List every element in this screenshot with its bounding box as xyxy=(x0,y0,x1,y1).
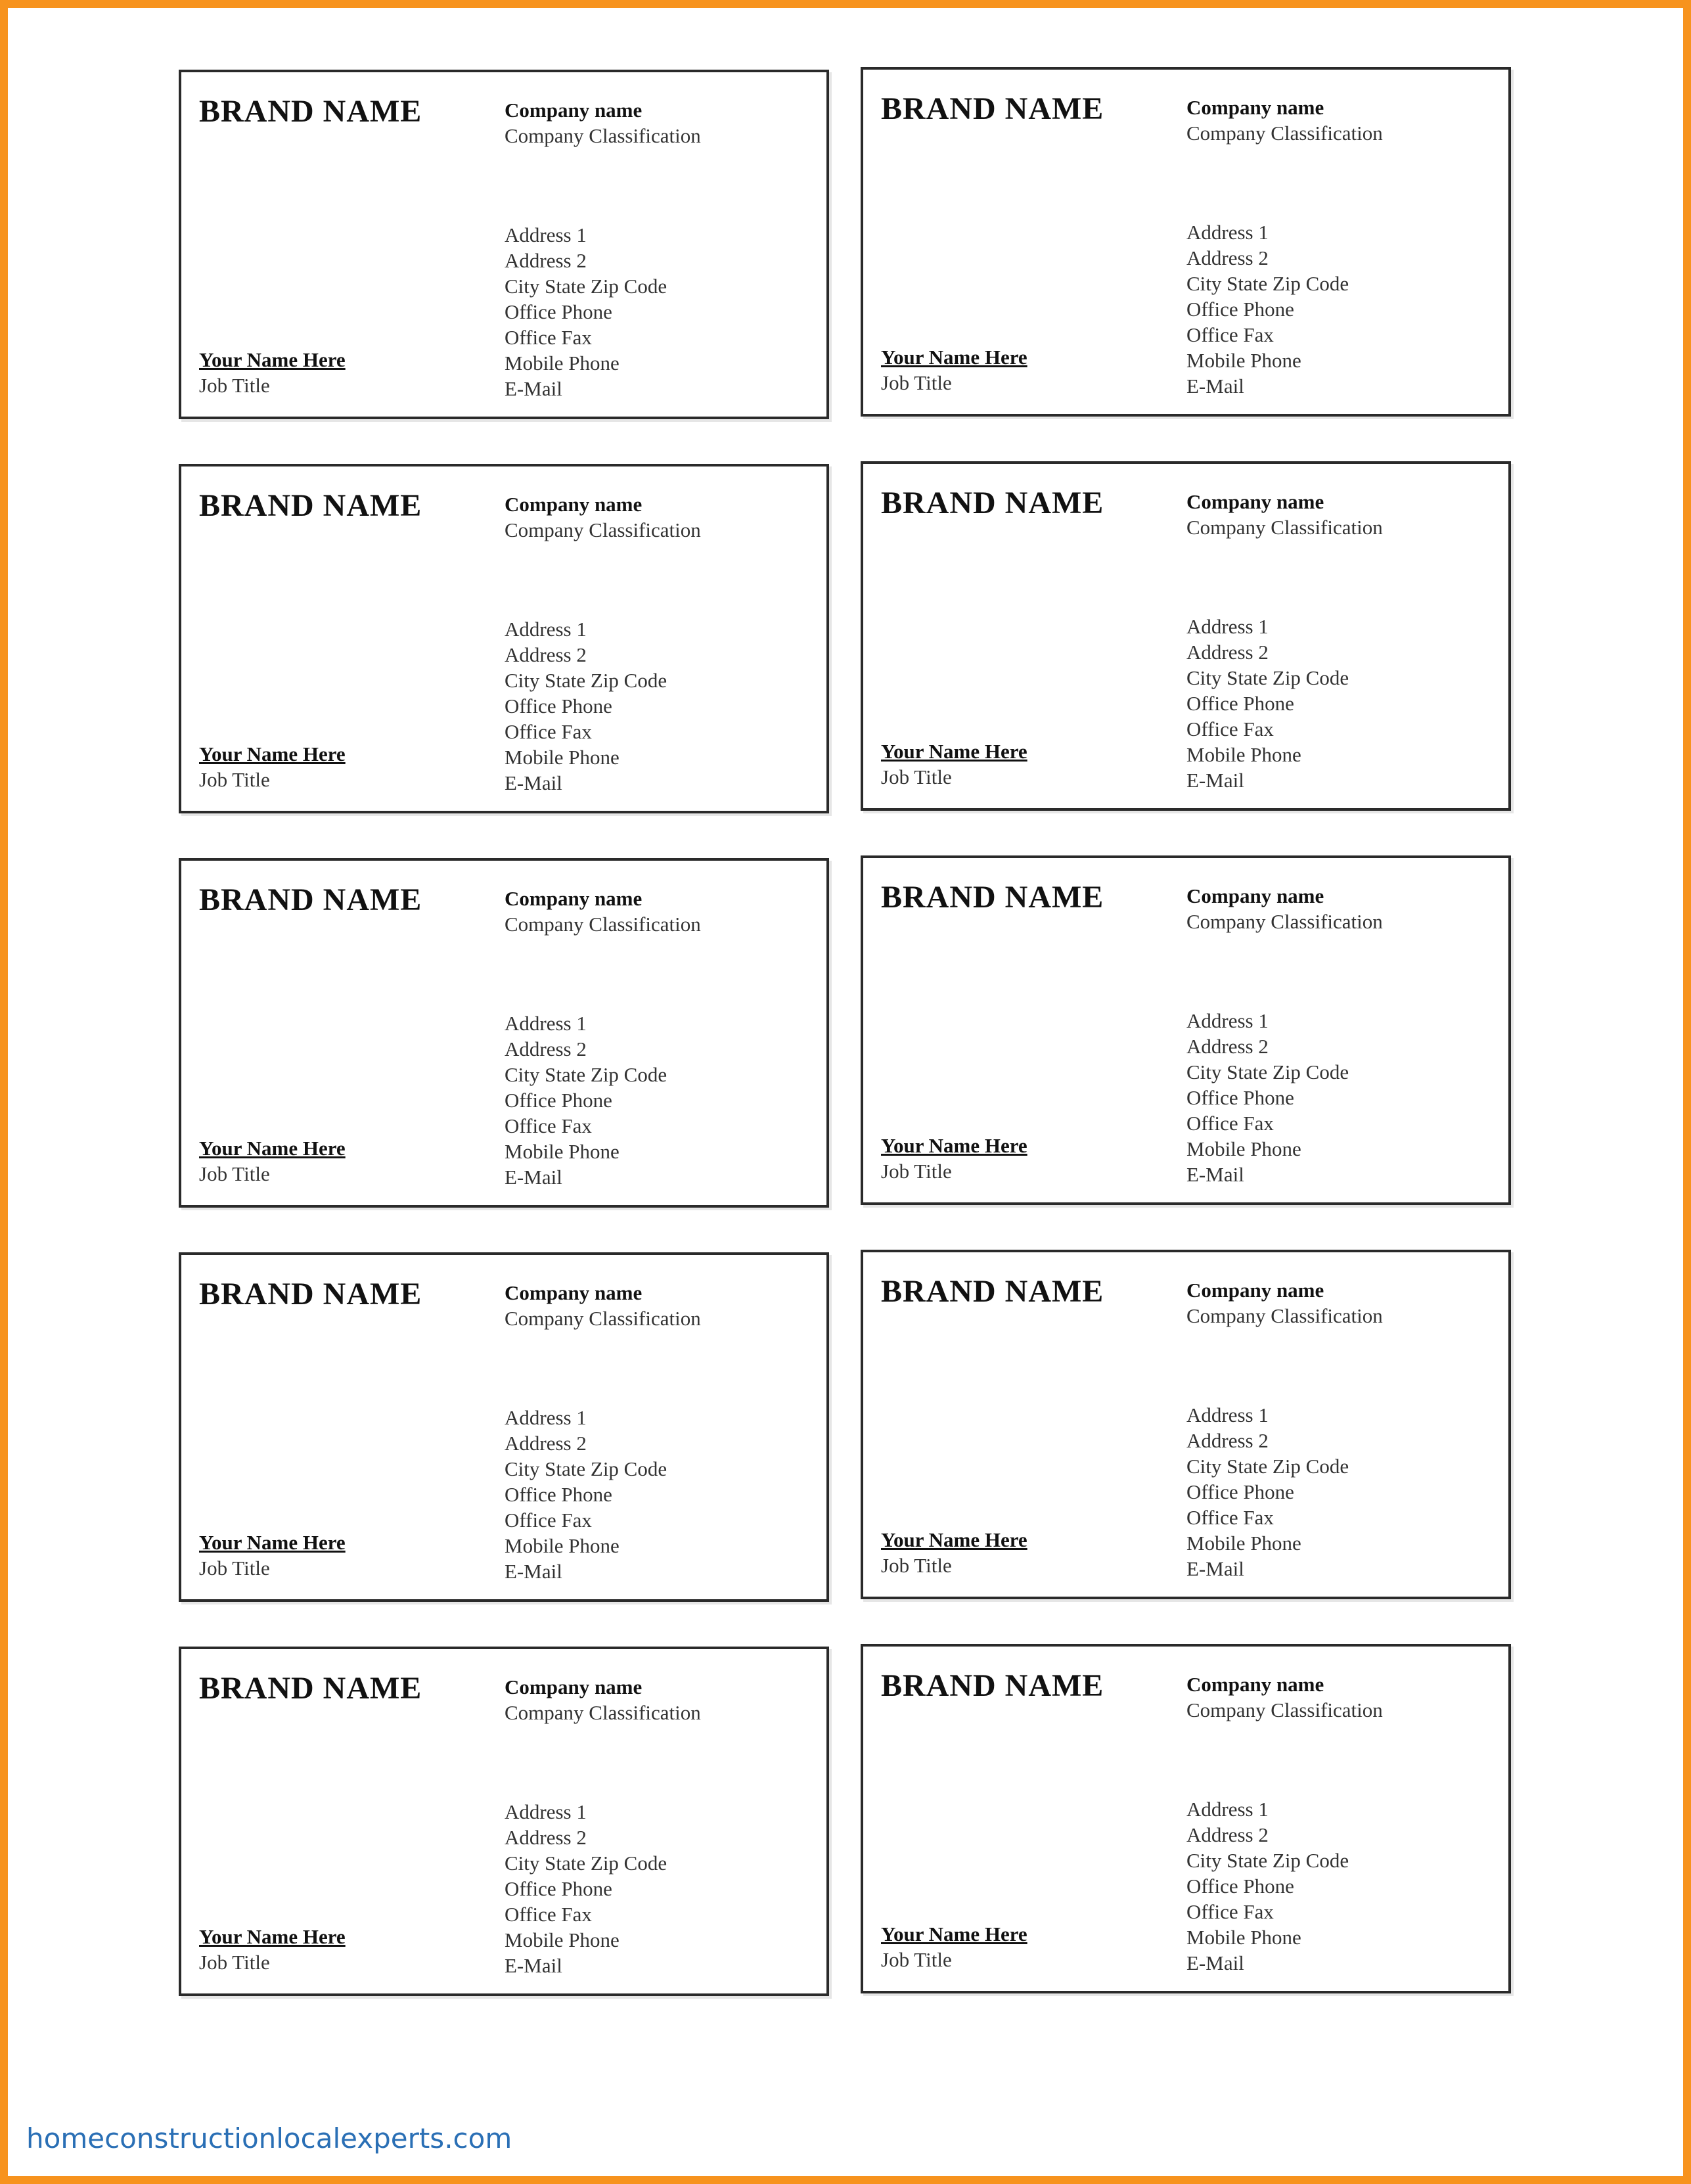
contact-line: Office Phone xyxy=(505,1483,612,1506)
company-name: Company name xyxy=(1186,490,1324,513)
job-title: Job Title xyxy=(199,1557,270,1580)
contact-line: E-Mail xyxy=(1186,1163,1244,1186)
person-block xyxy=(199,1924,346,1975)
brand-name: BRAND NAME xyxy=(881,880,1104,915)
contact-line: City State Zip Code xyxy=(1186,272,1349,295)
contact-line: Address 2 xyxy=(505,1037,587,1060)
person-block xyxy=(881,1921,1027,1972)
contact-line: City State Zip Code xyxy=(1186,1455,1349,1478)
contact-line: City State Zip Code xyxy=(505,275,667,298)
person-name: Your Name Here xyxy=(881,1134,1027,1157)
job-title: Job Title xyxy=(199,768,270,791)
contact-details xyxy=(1186,1008,1349,1187)
contact-details xyxy=(1186,1796,1349,1976)
contact-details xyxy=(505,616,667,796)
contact-line: Office Fax xyxy=(505,1114,592,1137)
company-name: Company name xyxy=(505,99,643,122)
brand-name: BRAND NAME xyxy=(881,1274,1104,1309)
person-block xyxy=(881,1133,1027,1184)
contact-line: Address 1 xyxy=(1186,221,1269,244)
brand-name: BRAND NAME xyxy=(881,486,1104,520)
contact-line: Office Fax xyxy=(505,326,592,349)
company-classification: Company Classification xyxy=(1186,1698,1383,1721)
contact-line: Address 1 xyxy=(505,1012,587,1035)
contact-line: Address 1 xyxy=(505,1800,587,1823)
contact-line: Office Phone xyxy=(1186,298,1294,321)
person-block xyxy=(881,344,1027,396)
contact-line: Office Phone xyxy=(1186,1086,1294,1109)
contact-line: Address 1 xyxy=(505,618,587,641)
company-block xyxy=(505,886,701,937)
person-name: Your Name Here xyxy=(199,1925,346,1948)
person-block xyxy=(199,347,346,398)
contact-line: Address 1 xyxy=(1186,1403,1269,1426)
person-name: Your Name Here xyxy=(881,1922,1027,1945)
company-name: Company name xyxy=(505,493,643,516)
business-card xyxy=(179,1647,829,1996)
job-title: Job Title xyxy=(199,374,270,397)
brand-name: BRAND NAME xyxy=(881,1668,1104,1703)
contact-line: E-Mail xyxy=(1186,1951,1244,1974)
company-block xyxy=(1186,95,1383,146)
company-block xyxy=(1186,1672,1383,1723)
contact-line: City State Zip Code xyxy=(505,1457,667,1480)
company-classification: Company Classification xyxy=(1186,516,1383,539)
company-classification: Company Classification xyxy=(1186,1304,1383,1327)
business-card xyxy=(861,855,1511,1205)
contact-line: Address 1 xyxy=(1186,615,1269,638)
contact-line: E-Mail xyxy=(505,1954,562,1977)
person-block xyxy=(199,1135,346,1187)
business-card xyxy=(179,464,829,813)
contact-line: E-Mail xyxy=(1186,375,1244,398)
contact-line: City State Zip Code xyxy=(505,1852,667,1875)
business-card xyxy=(179,858,829,1208)
job-title: Job Title xyxy=(881,371,952,394)
contact-line: Office Fax xyxy=(505,1509,592,1532)
company-block xyxy=(505,1280,701,1331)
business-card xyxy=(861,67,1511,417)
company-name: Company name xyxy=(1186,884,1324,907)
company-block xyxy=(1186,489,1383,540)
contact-line: Office Fax xyxy=(505,1903,592,1926)
contact-line: Office Fax xyxy=(505,720,592,743)
contact-line: E-Mail xyxy=(505,377,562,400)
contact-line: City State Zip Code xyxy=(505,669,667,692)
contact-line: City State Zip Code xyxy=(1186,666,1349,689)
brand-name: BRAND NAME xyxy=(199,1277,422,1311)
contact-details xyxy=(1186,219,1349,399)
job-title: Job Title xyxy=(881,1948,952,1971)
brand-name: BRAND NAME xyxy=(199,488,422,523)
contact-line: Office Fax xyxy=(1186,323,1274,346)
business-card xyxy=(179,70,829,419)
person-name: Your Name Here xyxy=(199,1531,346,1554)
company-classification: Company Classification xyxy=(1186,122,1383,145)
brand-name: BRAND NAME xyxy=(881,91,1104,126)
contact-line: Office Phone xyxy=(1186,692,1294,715)
person-block xyxy=(199,1530,346,1581)
person-name: Your Name Here xyxy=(199,742,346,765)
contact-line: Office Phone xyxy=(505,1877,612,1900)
person-name: Your Name Here xyxy=(199,1137,346,1160)
company-name: Company name xyxy=(1186,1279,1324,1302)
contact-line: Address 1 xyxy=(505,223,587,246)
person-block xyxy=(881,739,1027,790)
contact-line: Address 1 xyxy=(505,1406,587,1429)
contact-details xyxy=(1186,1402,1349,1581)
contact-line: Office Fax xyxy=(1186,1900,1274,1923)
person-block xyxy=(199,741,346,792)
contact-line: Address 2 xyxy=(1186,246,1269,269)
contact-details xyxy=(1186,614,1349,793)
contact-line: Mobile Phone xyxy=(505,746,620,769)
contact-line: Mobile Phone xyxy=(1186,1926,1301,1949)
contact-line: Office Phone xyxy=(1186,1480,1294,1503)
contact-details xyxy=(505,1799,667,1978)
brand-name: BRAND NAME xyxy=(199,1671,422,1706)
contact-line: Office Phone xyxy=(1186,1875,1294,1898)
contact-line: Office Phone xyxy=(505,694,612,717)
contact-line: Office Phone xyxy=(505,300,612,323)
person-block xyxy=(881,1527,1027,1578)
contact-details xyxy=(505,222,667,401)
contact-line: Office Fax xyxy=(1186,717,1274,740)
contact-line: Address 2 xyxy=(1186,641,1269,664)
contact-line: Mobile Phone xyxy=(505,1534,620,1557)
contact-line: Address 2 xyxy=(1186,1035,1269,1058)
company-block xyxy=(505,491,701,543)
business-card xyxy=(861,461,1511,811)
contact-line: Mobile Phone xyxy=(1186,1532,1301,1555)
person-name: Your Name Here xyxy=(199,348,346,371)
business-card xyxy=(861,1250,1511,1599)
job-title: Job Title xyxy=(881,765,952,788)
company-block xyxy=(1186,1277,1383,1329)
contact-line: City State Zip Code xyxy=(505,1063,667,1086)
brand-name: BRAND NAME xyxy=(199,94,422,129)
contact-line: E-Mail xyxy=(1186,769,1244,792)
company-block xyxy=(505,97,701,148)
contact-line: E-Mail xyxy=(1186,1557,1244,1580)
person-name: Your Name Here xyxy=(881,740,1027,763)
company-block xyxy=(1186,883,1383,934)
contact-line: Address 2 xyxy=(1186,1823,1269,1846)
company-classification: Company Classification xyxy=(505,518,701,541)
contact-line: Address 2 xyxy=(505,643,587,666)
contact-line: City State Zip Code xyxy=(1186,1849,1349,1872)
company-name: Company name xyxy=(1186,96,1324,119)
company-name: Company name xyxy=(505,1281,643,1304)
contact-line: Office Fax xyxy=(1186,1112,1274,1135)
company-name: Company name xyxy=(1186,1673,1324,1696)
contact-line: Mobile Phone xyxy=(505,352,620,375)
job-title: Job Title xyxy=(199,1951,270,1974)
company-block xyxy=(505,1674,701,1725)
contact-details xyxy=(505,1011,667,1190)
job-title: Job Title xyxy=(881,1554,952,1577)
job-title: Job Title xyxy=(199,1162,270,1185)
contact-line: E-Mail xyxy=(505,1560,562,1583)
contact-line: Mobile Phone xyxy=(1186,743,1301,766)
contact-line: Address 2 xyxy=(505,1826,587,1849)
contact-line: Address 1 xyxy=(1186,1798,1269,1821)
company-name: Company name xyxy=(505,1675,643,1698)
person-name: Your Name Here xyxy=(881,346,1027,369)
company-classification: Company Classification xyxy=(505,124,701,147)
contact-line: City State Zip Code xyxy=(1186,1060,1349,1083)
brand-name: BRAND NAME xyxy=(199,882,422,917)
company-classification: Company Classification xyxy=(1186,910,1383,933)
contact-line: E-Mail xyxy=(505,1166,562,1189)
contact-line: Mobile Phone xyxy=(505,1928,620,1951)
company-classification: Company Classification xyxy=(505,913,701,936)
person-name: Your Name Here xyxy=(881,1528,1027,1551)
contact-details xyxy=(505,1405,667,1584)
company-classification: Company Classification xyxy=(505,1701,701,1724)
contact-line: Mobile Phone xyxy=(1186,1137,1301,1160)
contact-line: Address 1 xyxy=(1186,1009,1269,1032)
company-name: Company name xyxy=(505,887,643,910)
contact-line: Mobile Phone xyxy=(505,1140,620,1163)
company-classification: Company Classification xyxy=(505,1307,701,1330)
contact-line: Address 2 xyxy=(1186,1429,1269,1452)
site-watermark: homeconstructionlocalexperts.com xyxy=(26,2122,512,2154)
business-card xyxy=(861,1644,1511,1993)
contact-line: E-Mail xyxy=(505,771,562,794)
business-card xyxy=(179,1252,829,1602)
contact-line: Mobile Phone xyxy=(1186,349,1301,372)
contact-line: Address 2 xyxy=(505,249,587,272)
job-title: Job Title xyxy=(881,1160,952,1183)
contact-line: Address 2 xyxy=(505,1432,587,1455)
contact-line: Office Fax xyxy=(1186,1506,1274,1529)
contact-line: Office Phone xyxy=(505,1089,612,1112)
